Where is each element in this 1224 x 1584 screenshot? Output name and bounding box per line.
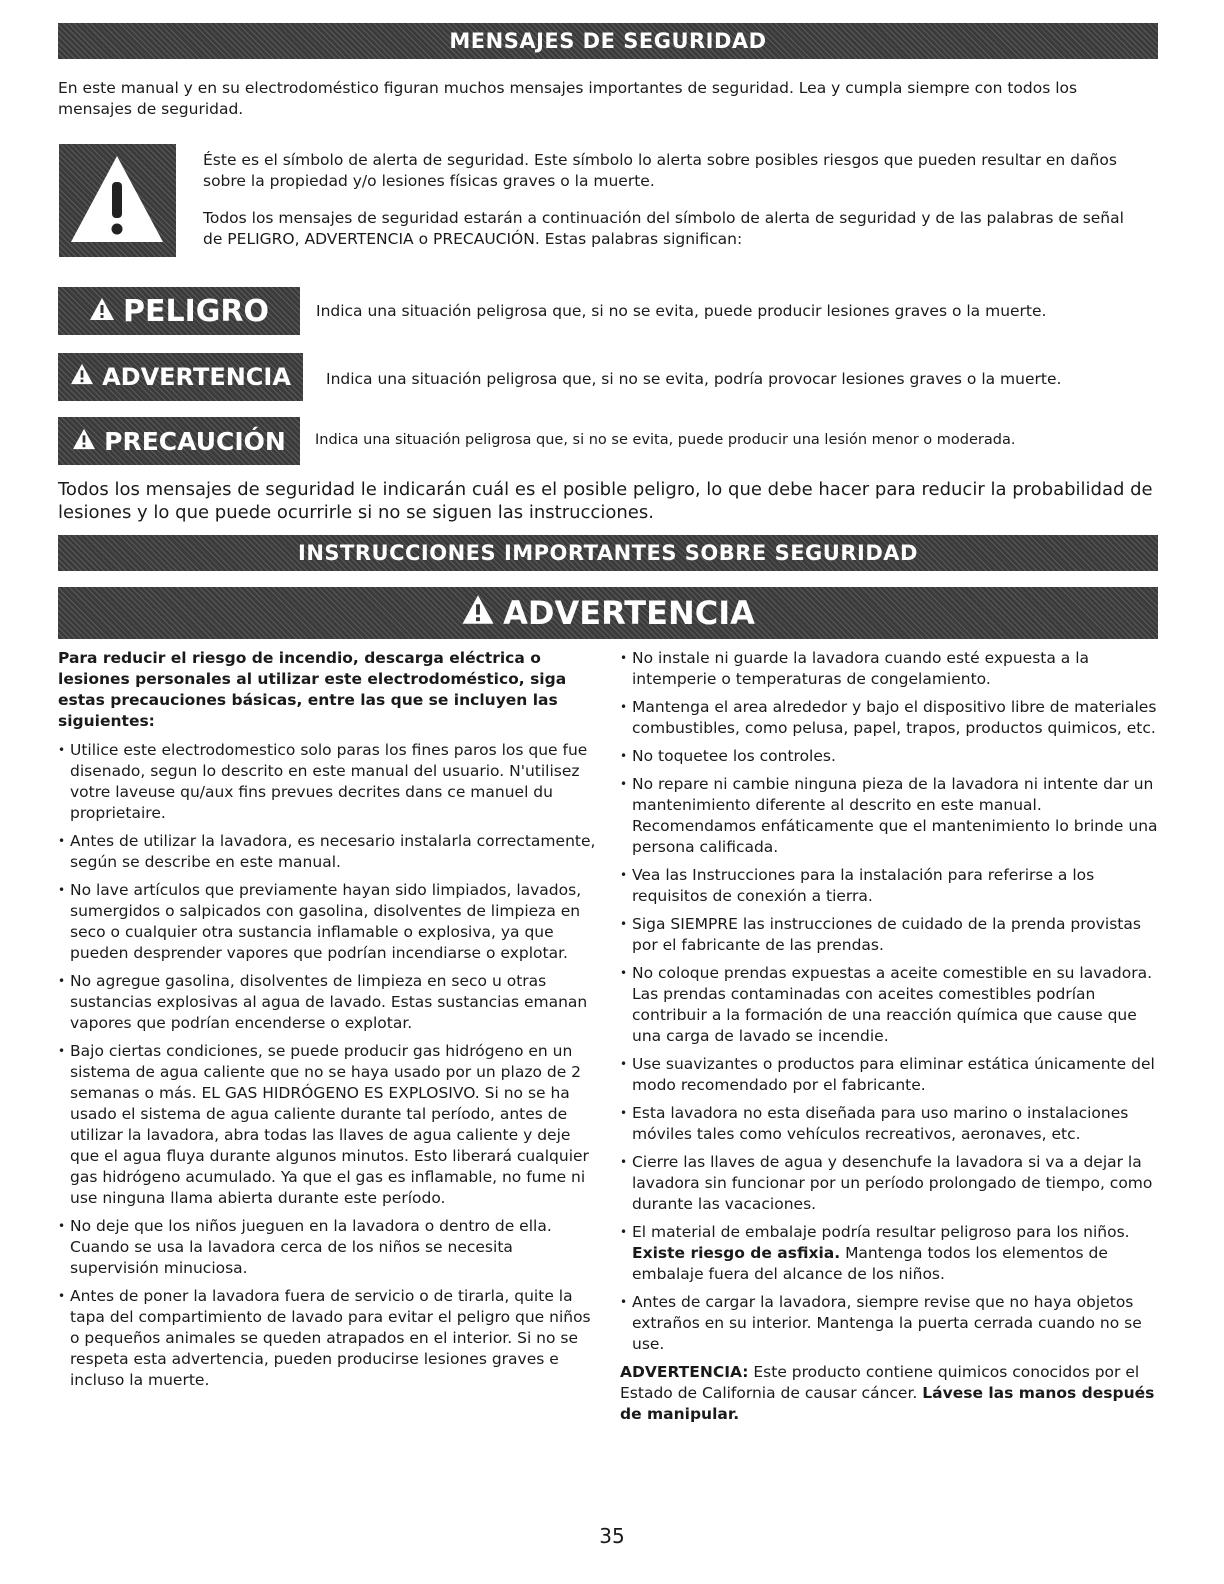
safety-messages-title: MENSAJES DE SEGURIDAD bbox=[449, 29, 767, 53]
closing-text: Todos los mensajes de seguridad le indicarán cuál es el posible peligro, lo que debe hacer para reducir la probabilidad de lesiones y lo que puede ocurrirle si no se siguen las instrucciones. bbox=[58, 479, 1153, 523]
left-column bbox=[58, 648, 598, 1398]
list-item: • Mantenga el area alrededor y bajo el dispositivo libre de materiales combustibles, como pelusa, papel, trapos, productos quimicos, etc. bbox=[620, 697, 1165, 739]
list-item: • No agregue gasolina, disolventes de limpieza en seco u otras sustancias explosivas al agua de lavado. Estas sustancias emanan vapores que podrían encenderse o explotar. bbox=[58, 971, 598, 1034]
peligro-label: PELIGRO bbox=[123, 293, 269, 329]
list-item: • No toquetee los controles. bbox=[620, 746, 1165, 767]
left-lead-text: Para reducir el riesgo de incendio, descarga eléctrica o lesiones personales al utilizar este electrodoméstico, siga estas precauciones básicas, entre las que se incluyen las siguientes: bbox=[58, 649, 567, 730]
list-item: • Antes de poner la lavadora fuera de servicio o de tirarla, quite la tapa del compartimiento de lavado para evitar el peligro que niños o pequeños animales se queden atrapados en el interior. Si no se respeta esta advertencia, pueden producirse lesiones graves e incluso la muerte. bbox=[58, 1286, 598, 1391]
advertencia-label: ADVERTENCIA bbox=[102, 363, 291, 391]
right-column bbox=[620, 648, 1165, 1425]
alert-symbol-paragraph-2: Todos los mensajes de seguridad estarán a continuación del símbolo de alerta de seguridad y de las palabras de señal de PELIGRO, ADVERTENCIA o PRECAUCIÓN. Estas palabras significan: bbox=[203, 209, 1124, 248]
precaucion-description: Indica una situación peligrosa que, si no se evita, puede producir una lesión menor o moderada. bbox=[315, 432, 1016, 448]
warning-triangle-icon bbox=[461, 594, 495, 633]
list-item: • Antes de cargar la lavadora, siempre revise que no haya objetos extraños en su interior. Mantenga la puerta cerrada cuando no se use. bbox=[620, 1292, 1165, 1355]
safety-messages-banner bbox=[58, 23, 1158, 59]
peligro-signal bbox=[58, 287, 300, 335]
list-item: • No lave artículos que previamente hayan sido limpiados, lavados, sumergidos o salpicados con gasolina, disolventes de limpieza en seco o cualquier otra sustancia inflamable o explosiva, ya que pueden desprender vapores que podrían incendiarse o explotar. bbox=[58, 880, 598, 964]
important-instructions-title: INSTRUCCIONES IMPORTANTES SOBRE SEGURIDAD bbox=[298, 541, 918, 565]
advertencia-description: Indica una situación peligrosa que, si no se evita, podría provocar lesiones graves o la muerte. bbox=[326, 370, 1062, 388]
list-item: • Esta lavadora no esta diseñada para uso marino o instalaciones móviles tales como vehículos recreativos, aeronaves, etc. bbox=[620, 1103, 1165, 1145]
intro-text: En este manual y en su electrodoméstico figuran muchos mensajes importantes de seguridad. Lea y cumpla siempre con todos los mensajes de seguridad. bbox=[58, 79, 1078, 118]
list-item: • Bajo ciertas condiciones, se puede producir gas hidrógeno en un sistema de agua caliente que no se haya usado por un plazo de 2 semanas o más. EL GAS HIDRÓGENO ES EXPLOSIVO. Si no se ha usado el sistema de agua caliente durante tal período, antes de utilizar la lavadora, abra todas las llaves de agua caliente y deje que el agua fluya durante algunos minutos. Esto liberará cualquier gas hidrógeno acumulado. Ya que el gas es inflamable, no fume ni use ninguna llama abierta durante este período. bbox=[58, 1041, 598, 1209]
list-item: • No instale ni guarde la lavadora cuando esté expuesta a la intemperie o temperaturas de congelamiento. bbox=[620, 648, 1165, 690]
packaging-text: El material de embalaje podría resultar peligroso para los niños. bbox=[632, 1223, 1130, 1241]
alert-symbol-paragraph-1: Éste es el símbolo de alerta de seguridad. Este símbolo lo alerta sobre posibles riesgos que pueden resultar en daños sobre la propiedad y/o lesiones físicas graves o la muerte. bbox=[203, 151, 1117, 190]
precaucion-label: PRECAUCIÓN bbox=[104, 426, 286, 456]
advertencia-banner-label: ADVERTENCIA bbox=[503, 594, 755, 632]
list-item: • Cierre las llaves de agua y desenchufe la lavadora si va a dejar la lavadora sin funcionar por un período prolongado de tiempo, como durante las vacaciones. bbox=[620, 1152, 1165, 1215]
list-item: • No repare ni cambie ninguna pieza de la lavadora ni intente dar un mantenimiento diferente al descrito en este manual. Recomendamos enfáticamente que el mantenimiento lo brinde una persona calificada. bbox=[620, 774, 1165, 858]
right-bullet-list bbox=[620, 648, 1165, 1355]
page-number: 35 bbox=[599, 1524, 625, 1548]
left-bullet-list bbox=[58, 740, 598, 1391]
list-item: • No coloque prendas expuestas a aceite comestible en su lavadora. Las prendas contaminadas con aceites comestibles podrían contribuir a la formación de una reacción química que cause que una carga de lavado se incendie. bbox=[620, 963, 1165, 1047]
peligro-description: Indica una situación peligrosa que, si no se evita, puede producir lesiones graves o la muerte. bbox=[316, 302, 1047, 320]
list-item: • Use suavizantes o productos para eliminar estática únicamente del modo recomendado por el fabricante. bbox=[620, 1054, 1165, 1096]
safety-alert-symbol bbox=[59, 144, 176, 257]
important-instructions-banner bbox=[58, 535, 1158, 571]
prop65-text: Este producto contiene quimicos conocidos por el Estado de California de causar cáncer. bbox=[620, 1363, 1140, 1402]
warning-triangle-icon bbox=[70, 363, 94, 391]
warning-triangle-icon bbox=[89, 294, 115, 329]
prop65-wash-hands: Lávese las manos después de manipular. bbox=[620, 1384, 1155, 1423]
prop65-warning bbox=[620, 1362, 1165, 1425]
packaging-text-after: Mantenga todos los elementos de embalaje fuera del alcance de los niños. bbox=[632, 1244, 1108, 1283]
warning-triangle-icon bbox=[59, 144, 176, 257]
list-item: • No deje que los niños jueguen en la lavadora o dentro de ella. Cuando se usa la lavadora cerca de los niños se necesita supervisión minuciosa. bbox=[58, 1216, 598, 1279]
advertencia-signal bbox=[58, 353, 303, 401]
precaucion-signal bbox=[58, 417, 300, 465]
asphyxia-warning: Existe riesgo de asfixia. bbox=[632, 1244, 841, 1262]
list-item: • Vea las Instrucciones para la instalación para referirse a los requisitos de conexión a tierra. bbox=[620, 865, 1165, 907]
list-item: • Utilice este electrodomestico solo paras los fines paros los que fue disenado, segun lo descrito en este manual del usuario. N'utilisez votre laveuse qu/aux fins prevues decrites dans ce manuel du proprietaire. bbox=[58, 740, 598, 824]
advertencia-banner bbox=[58, 587, 1158, 639]
prop65-label: ADVERTENCIA: bbox=[620, 1363, 749, 1381]
list-item: • Siga SIEMPRE las instrucciones de cuidado de la prenda provistas por el fabricante de las prendas. bbox=[620, 914, 1165, 956]
list-item: • Antes de utilizar la lavadora, es necesario instalarla correctamente, según se describe en este manual. bbox=[58, 831, 598, 873]
packaging-list-item bbox=[620, 1222, 1165, 1285]
warning-triangle-icon bbox=[72, 427, 96, 456]
